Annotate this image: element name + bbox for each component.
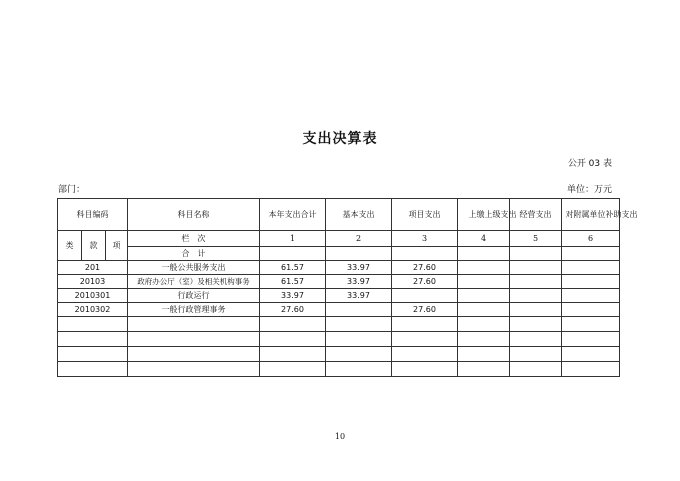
empty-cell <box>562 317 620 332</box>
row-total: 61.57 <box>260 261 326 275</box>
row-business <box>510 261 562 275</box>
empty-row <box>58 347 620 362</box>
empty-cell <box>392 347 458 362</box>
empty-cell <box>58 332 128 347</box>
header-business: 经营支出 <box>510 199 562 231</box>
row-subsidy <box>562 275 620 289</box>
empty-cell <box>260 332 326 347</box>
row-project: 27.60 <box>392 261 458 275</box>
row-business <box>510 289 562 303</box>
row-basic <box>326 303 392 317</box>
empty-cell <box>458 332 510 347</box>
header-subsidy <box>562 199 638 231</box>
empty-cell <box>260 362 326 377</box>
empty-cell <box>458 317 510 332</box>
empty-cell <box>392 317 458 332</box>
header-upper-text: 上缴上级支出 <box>468 210 517 219</box>
row-total: 61.57 <box>260 275 326 289</box>
row-name: 行政运行 <box>128 289 260 303</box>
table-row <box>58 289 620 303</box>
page-title: 支出决算表 <box>302 131 378 147</box>
row-code: 2010302 <box>58 303 128 317</box>
empty-cell <box>260 317 326 332</box>
total-label: 合 计 <box>128 247 260 261</box>
empty-cell <box>326 317 392 332</box>
row-project: 27.60 <box>392 275 458 289</box>
col-index-3: 3 <box>392 231 458 247</box>
column-index-row <box>58 231 620 247</box>
row-business <box>510 275 562 289</box>
header-basic: 基本支出 <box>326 199 392 231</box>
row-upper <box>458 261 510 275</box>
header-lei: 类 <box>58 231 82 261</box>
page-number: 10 <box>334 432 346 441</box>
row-name: 政府办公厅（室）及相关机构事务 <box>128 275 260 289</box>
empty-cell <box>58 317 128 332</box>
empty-cell <box>562 362 620 377</box>
empty-cell <box>58 362 128 377</box>
row-basic: 33.97 <box>326 261 392 275</box>
row-upper <box>458 275 510 289</box>
empty-cell <box>562 332 620 347</box>
empty-row <box>58 332 620 347</box>
row-upper <box>458 289 510 303</box>
empty-row <box>58 317 620 332</box>
header-row <box>58 199 620 231</box>
row-code: 20103 <box>58 275 128 289</box>
form-number: 公开 03 表 <box>567 159 612 169</box>
header-xiang: 项 <box>106 231 128 261</box>
empty-cell <box>392 332 458 347</box>
expenditure-table <box>57 198 638 377</box>
row-subsidy <box>562 261 620 275</box>
col-index-4: 4 <box>458 231 510 247</box>
col-index-2: 2 <box>326 231 392 247</box>
total-cell <box>392 247 458 261</box>
header-name: 科目名称 <box>128 199 260 231</box>
row-name: 一般行政管理事务 <box>128 303 260 317</box>
row-subsidy <box>562 289 620 303</box>
empty-cell <box>458 347 510 362</box>
header-kuan: 款 <box>82 231 106 261</box>
empty-cell <box>326 332 392 347</box>
empty-cell <box>510 362 562 377</box>
col-index-1: 1 <box>260 231 326 247</box>
row-basic: 33.97 <box>326 275 392 289</box>
total-cell <box>326 247 392 261</box>
row-code: 2010301 <box>58 289 128 303</box>
empty-cell <box>510 332 562 347</box>
row-business <box>510 303 562 317</box>
empty-cell <box>128 332 260 347</box>
empty-cell <box>128 362 260 377</box>
row-total: 33.97 <box>260 289 326 303</box>
row-subsidy <box>562 303 620 317</box>
empty-cell <box>260 347 326 362</box>
row-code: 201 <box>58 261 128 275</box>
col-index-6: 6 <box>562 231 620 247</box>
table-row <box>58 261 620 275</box>
empty-cell <box>326 362 392 377</box>
row-total: 27.60 <box>260 303 326 317</box>
total-cell <box>458 247 510 261</box>
table-row <box>58 303 620 317</box>
row-name: 一般公共服务支出 <box>128 261 260 275</box>
header-project: 项目支出 <box>392 199 458 231</box>
header-code: 科目编码 <box>58 199 128 231</box>
empty-cell <box>326 347 392 362</box>
header-total: 本年支出合计 <box>260 199 326 231</box>
header-subsidy-text: 对附属单位补助支出 <box>565 210 638 219</box>
row-project: 27.60 <box>392 303 458 317</box>
row-basic: 33.97 <box>326 289 392 303</box>
row-upper <box>458 303 510 317</box>
empty-cell <box>58 347 128 362</box>
table-row <box>58 275 620 289</box>
department-label: 部门： <box>58 185 86 195</box>
empty-row <box>58 362 620 377</box>
total-cell <box>562 247 620 261</box>
header-lanci: 栏 次 <box>128 231 260 247</box>
row-project <box>392 289 458 303</box>
empty-cell <box>128 317 260 332</box>
unit-label: 单位：万元 <box>566 185 612 195</box>
empty-cell <box>128 347 260 362</box>
total-cell <box>510 247 562 261</box>
empty-cell <box>458 362 510 377</box>
total-cell <box>260 247 326 261</box>
col-index-5: 5 <box>510 231 562 247</box>
empty-cell <box>510 347 562 362</box>
empty-cell <box>510 317 562 332</box>
header-upper <box>458 199 517 231</box>
empty-cell <box>392 362 458 377</box>
empty-cell <box>562 347 620 362</box>
total-row <box>58 247 620 261</box>
